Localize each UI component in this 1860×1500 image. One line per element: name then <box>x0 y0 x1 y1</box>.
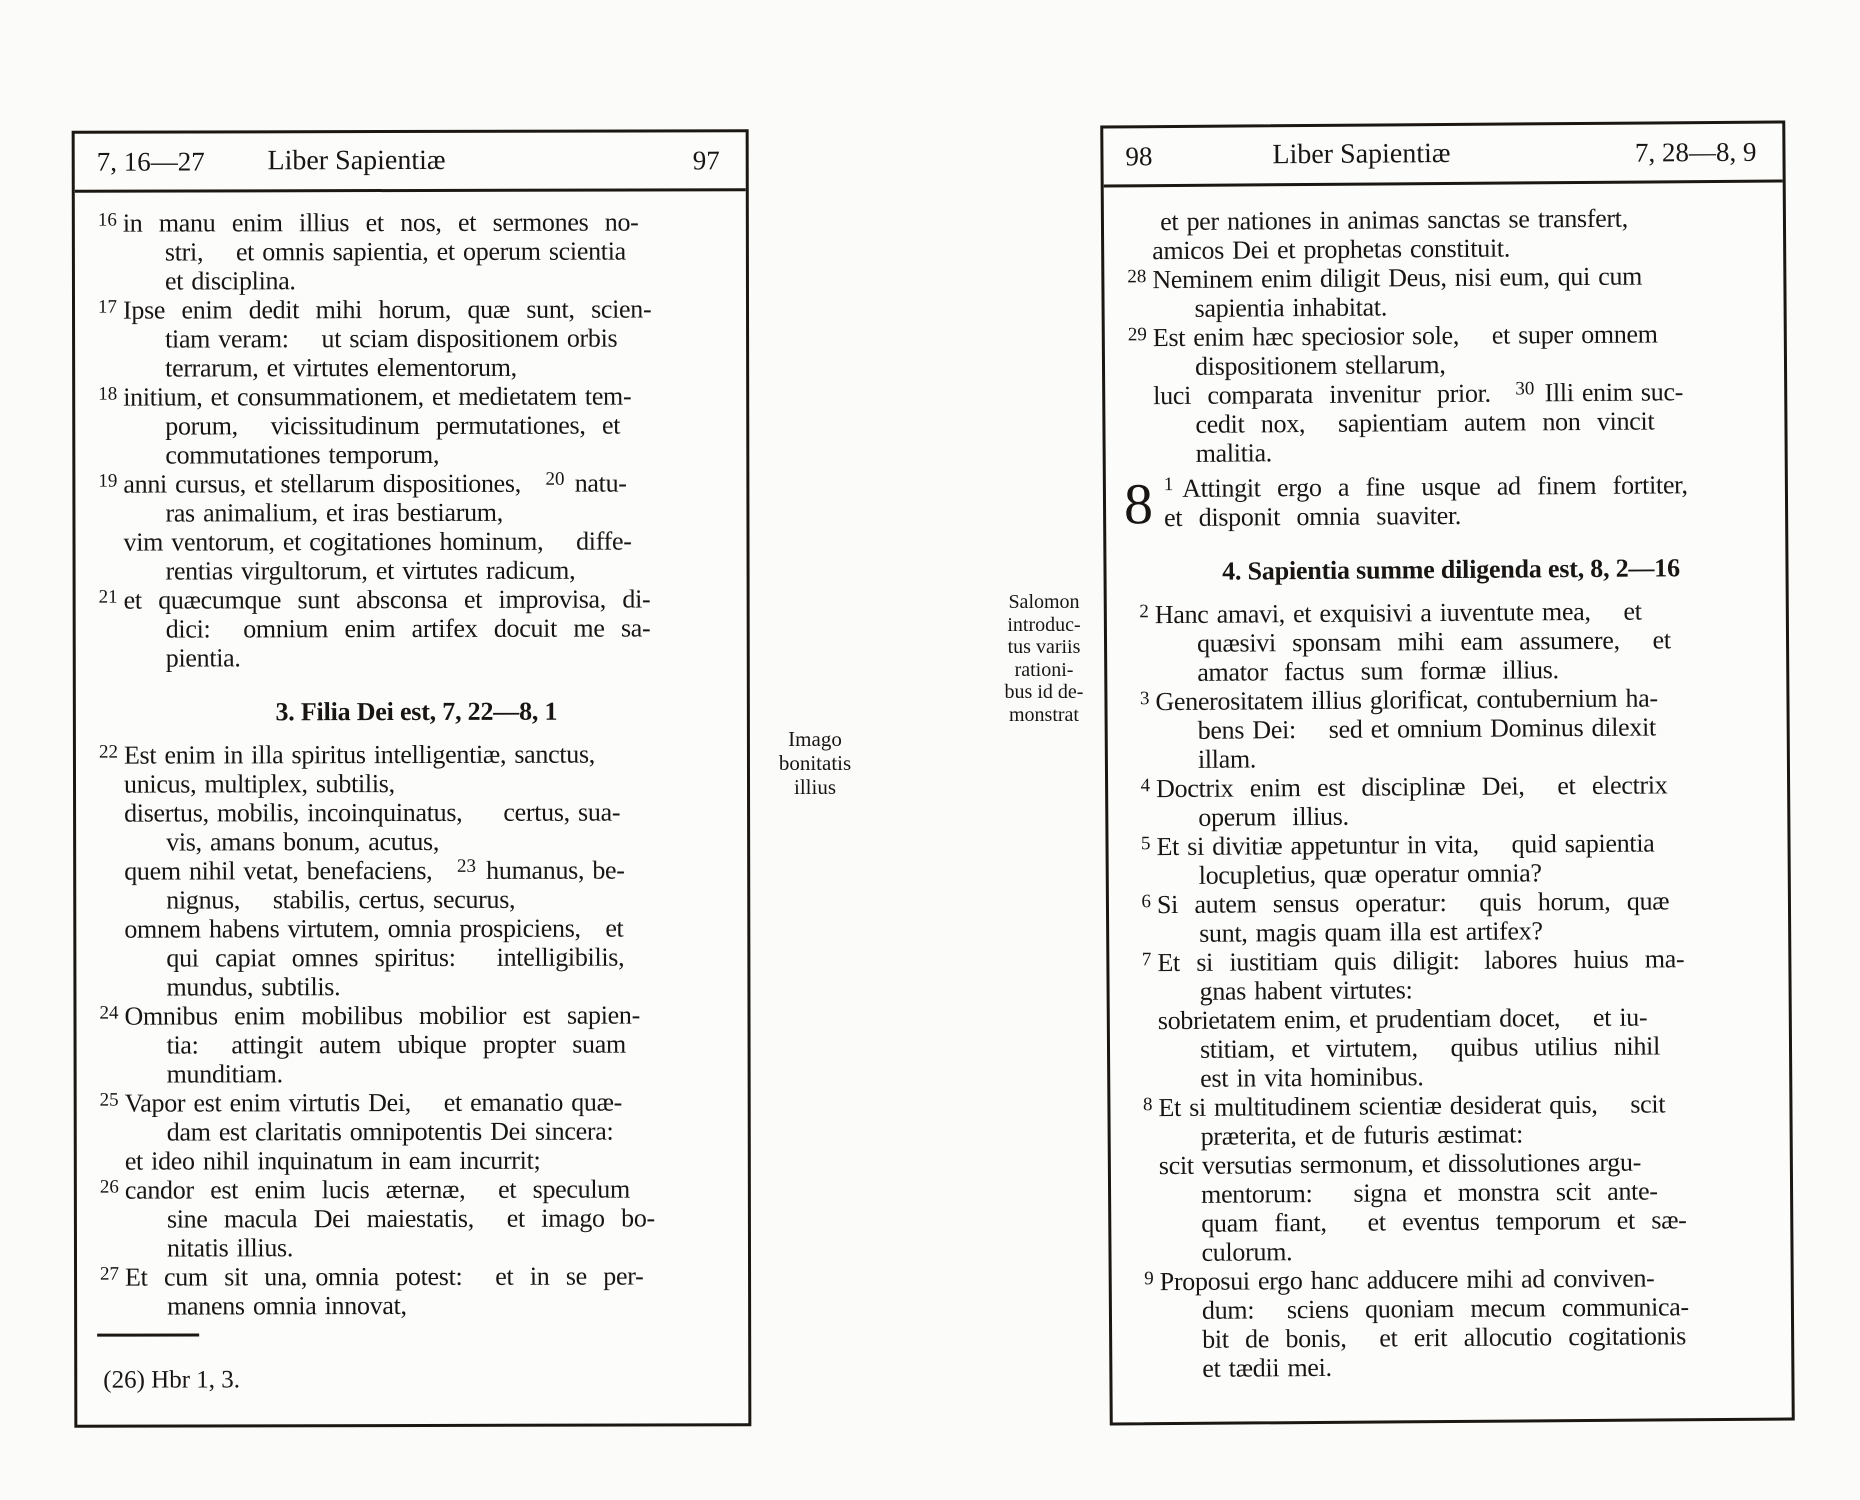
verse-number: 18 <box>98 383 118 405</box>
verse-number: 26 <box>99 1176 119 1198</box>
right-page-header <box>1103 124 1782 188</box>
verse-line: terrarum, et virtutes elementorum, <box>165 352 517 383</box>
section-heading: 3. Filia Dei est, 7, 22—8, 1 <box>275 696 558 727</box>
left-page-body <box>75 191 748 1320</box>
margin-note-line: Salomon <box>1008 591 1080 613</box>
verse-number: 19 <box>98 470 118 492</box>
verse-number: 2 <box>1139 601 1149 623</box>
verse-line: bens Dei: sed et omnium Dominus dilexit <box>1197 712 1656 745</box>
verse-line: illam. <box>1197 744 1257 774</box>
verse-line: est in vita hominibus. <box>1200 1062 1424 1093</box>
verse-line: tia: attingit autem ubique propter suam <box>166 1029 626 1060</box>
verse-number: 24 <box>99 1002 119 1024</box>
verse-line: 8 Et si multitudinem scientiæ desiderat quis, scit <box>1128 1089 1781 1123</box>
verse-line: 9 Proposui ergo hanc adducere mihi ad conviven- <box>1130 1263 1783 1297</box>
verse-line: quæsivi sponsam mihi eam assumere, et <box>1196 625 1671 658</box>
verse-line: sunt, magis quam illa est artifex? <box>1199 916 1543 948</box>
verse-number: 4 <box>1140 775 1151 797</box>
footnote-rule <box>97 1333 199 1336</box>
verse-number: 17 <box>97 296 118 318</box>
verse-line: 29 Est enim hæc speciosior sole, et super omnem <box>1123 319 1776 353</box>
header-book-title: Liber Sapientiæ <box>267 144 446 177</box>
verse-line: quam fiant, et eventus temporum et sæ- <box>1201 1205 1687 1238</box>
footnote: (26) Hbr 1, 3. <box>103 1366 241 1394</box>
verse-line: ras animalium, et iras bestiarum, <box>165 497 503 528</box>
verse-line: præterita, et de futuris æstimat: <box>1200 1119 1524 1151</box>
margin-note-line: bonitatis <box>778 751 852 775</box>
verse-number: 22 <box>98 741 118 763</box>
verse-line: commutationes temporum, <box>165 439 440 470</box>
verse-line: 28 Neminem enim diligit Deus, nisi eum, qui cum <box>1122 261 1775 295</box>
verse-line: cedit nox, sapientiam autem non vincit <box>1195 406 1655 439</box>
verse-line: 26 candor est enim lucis æternæ, et speculum <box>95 1174 740 1204</box>
verse-line: 17 Ipse enim dedit mihi horum, quæ sunt, scien- <box>93 294 738 324</box>
verse-line: quem nihil vetat, benefaciens, $^{23}$ humanus, be- <box>124 855 625 886</box>
verse-line: 5 Et si divitiæ appetuntur in vita, quid sapientia <box>1126 828 1779 862</box>
verse-line: culorum. <box>1201 1237 1293 1267</box>
margin-note-line: bus id de- <box>1004 681 1084 703</box>
verse-number: 6 <box>1141 891 1152 913</box>
verse-line: dum: sciens quoniam mecum communica- <box>1201 1292 1689 1325</box>
verse-number: 23 <box>456 855 476 877</box>
header-book-title: Liber Sapientiæ <box>1272 137 1451 171</box>
verse-line: amator factus sum formæ illius. <box>1197 655 1559 687</box>
verse-line: sobrietatem enim, et prudentiam docet, et iu- <box>1157 1002 1648 1036</box>
verse-number: 25 <box>99 1089 119 1111</box>
verse-line: scit versutias sermonum, et dissolutiones argu- <box>1158 1147 1642 1181</box>
verse-line: malitia. <box>1195 438 1273 468</box>
verse-line: stitiam, et virtutem, quibus utilius nihil <box>1199 1031 1661 1064</box>
verse-line: unicus, multiplex, subtilis, <box>123 769 395 799</box>
verse-number: 3 <box>1139 688 1150 710</box>
verse-line: 25 Vapor est enim virtutis Dei, et emanatio quæ- <box>95 1087 740 1117</box>
verse-line: munditiam. <box>166 1059 283 1089</box>
header-chapter-range: 7, 28—8, 9 <box>1634 136 1757 168</box>
verse-number: 27 <box>100 1263 120 1285</box>
right-page-body <box>1104 183 1792 1384</box>
verse-line: sine macula Dei maiestatis, et imago bo- <box>166 1203 655 1234</box>
verse-line: pientia. <box>165 643 241 673</box>
verse-line: 16 in manu enim illius et nos, et sermones no- <box>93 207 738 237</box>
header-chapter-range: 7, 16—27 <box>96 146 205 177</box>
verse-number: 1 <box>1163 474 1174 496</box>
verse-line: mundus, subtilis. <box>166 972 341 1002</box>
verse-line: et disciplina. <box>164 266 296 296</box>
left-page <box>72 129 752 1427</box>
verse-line: 4 Doctrix enim est disciplinæ Dei, et electrix <box>1126 770 1779 804</box>
verse-line: nitatis illius. <box>166 1233 294 1263</box>
verse-line: dici: omnium enim artifex docuit me sa- <box>165 613 651 644</box>
verse-line: 2 Hanc amavi, et exquisivi a iuventute mea, et <box>1125 596 1778 630</box>
verse-line: 21 et quæcumque sunt absconsa et improvisa, di- <box>94 584 739 614</box>
verse-line: $^1$ Attingit ergo a fine usque ad finem fortiter, <box>1163 470 1688 503</box>
verse-number: 9 <box>1144 1268 1154 1290</box>
verse-line: 18 initium, et consummationem, et medietatem tem- <box>93 381 738 411</box>
chapter-numeral: 8 <box>1123 471 1153 537</box>
verse-line: rentias virgultorum, et virtutes radicum, <box>165 555 576 586</box>
verse-line: mentorum: signa et monstra scit ante- <box>1200 1176 1658 1209</box>
margin-note-line: Imago <box>788 727 842 751</box>
verse-number: 30 <box>1515 378 1535 400</box>
verse-line: vim ventorum, et cogitationes hominum, diffe- <box>123 526 632 557</box>
header-page-number: 98 <box>1125 141 1153 172</box>
verse-number: 29 <box>1127 324 1147 346</box>
verse-line: porum, vicissitudinum permutationes, et <box>165 410 621 441</box>
verse-number: 20 <box>545 468 565 490</box>
verse-line: et per nationes in animas sanctas se transfert, <box>1151 203 1628 237</box>
verse-line: nignus, stabilis, certus, securus, <box>166 884 516 915</box>
verse-line: 19 anni cursus, et stellarum dispositiones, $^{20}$ natu- <box>93 468 738 498</box>
verse-line: vis, amans bonum, acutus, <box>166 826 440 857</box>
verse-line: sapientia inhabitat. <box>1194 292 1388 323</box>
verse-line: et disponit omnia suaviter. <box>1164 500 1462 533</box>
margin-note-line: monstrat <box>1009 703 1079 726</box>
verse-line: tiam veram: ut sciam dispositionem orbis <box>165 323 618 354</box>
verse-number: 7 <box>1141 949 1152 971</box>
verse-number: 8 <box>1142 1094 1153 1116</box>
verse-line: 6 Si autem sensus operatur: quis horum, quæ <box>1127 886 1780 920</box>
verse-line: omnem habens virtutem, omnia prospiciens, et <box>124 913 624 944</box>
verse-line: stri, et omnis sapientia, et operum scientia <box>164 236 626 267</box>
margin-note-imago-bonitatis <box>752 727 878 799</box>
verse-line: operum illius. <box>1198 801 1349 832</box>
margin-note-line: introduc- <box>1007 613 1081 636</box>
margin-note-line: rationi- <box>1014 658 1074 681</box>
margin-note-line: tus variis <box>1007 636 1081 658</box>
verse-number: 16 <box>97 209 117 231</box>
verse-line: dam est claritatis omnipotentis Dei sincera: <box>166 1116 614 1147</box>
verse-line: et ideo nihil inquinatum in eam incurrit; <box>124 1145 541 1176</box>
header-page-number: 97 <box>692 145 720 176</box>
verse-line: qui capiat omnes spiritus: intelligibilis, <box>166 942 625 973</box>
verse-line: bit de bonis, et erit allocutio cogitationis <box>1202 1321 1687 1354</box>
verse-line: 24 Omnibus enim mobilibus mobilior est sapien- <box>94 1000 739 1030</box>
right-page <box>1100 121 1795 1426</box>
margin-note-salomon <box>986 591 1102 726</box>
verse-line: amicos Dei et prophetas constituit. <box>1152 233 1511 266</box>
verse-number: 28 <box>1127 266 1147 288</box>
section-heading: 4. Sapientia summe diligenda est, 8, 2—16 <box>1222 553 1680 586</box>
verse-line: disertus, mobilis, incoinquinatus, certus, sua- <box>124 797 621 828</box>
verse-number: 5 <box>1140 833 1151 855</box>
chapter-start-block <box>1123 470 1777 537</box>
verse-line: luci comparata invenitur prior. $^{30}$ Illi enim suc- <box>1153 377 1684 411</box>
verse-number: 21 <box>98 586 118 608</box>
verse-line: manens omnia innovat, <box>167 1291 407 1321</box>
margin-note-line: illius <box>793 775 836 799</box>
verse-line: et tædii mei. <box>1202 1352 1332 1383</box>
verse-line: locupletius, quæ operatur omnia? <box>1198 858 1542 890</box>
verse-line: 22 Est enim in illa spiritus intelligentiæ, sanctus, <box>94 739 739 769</box>
verse-line: 27 Et cum sit una, omnia potest: et in se per- <box>95 1261 740 1291</box>
verse-line: gnas habent virtutes: <box>1199 975 1413 1006</box>
verse-line: 3 Generositatem illius glorificat, contubernium ha- <box>1125 683 1778 717</box>
left-page-header <box>75 132 746 192</box>
verse-line: dispositionem stellarum, <box>1194 350 1446 381</box>
verse-line: 7 Et si iustitiam quis diligit: labores huius ma- <box>1127 944 1780 978</box>
